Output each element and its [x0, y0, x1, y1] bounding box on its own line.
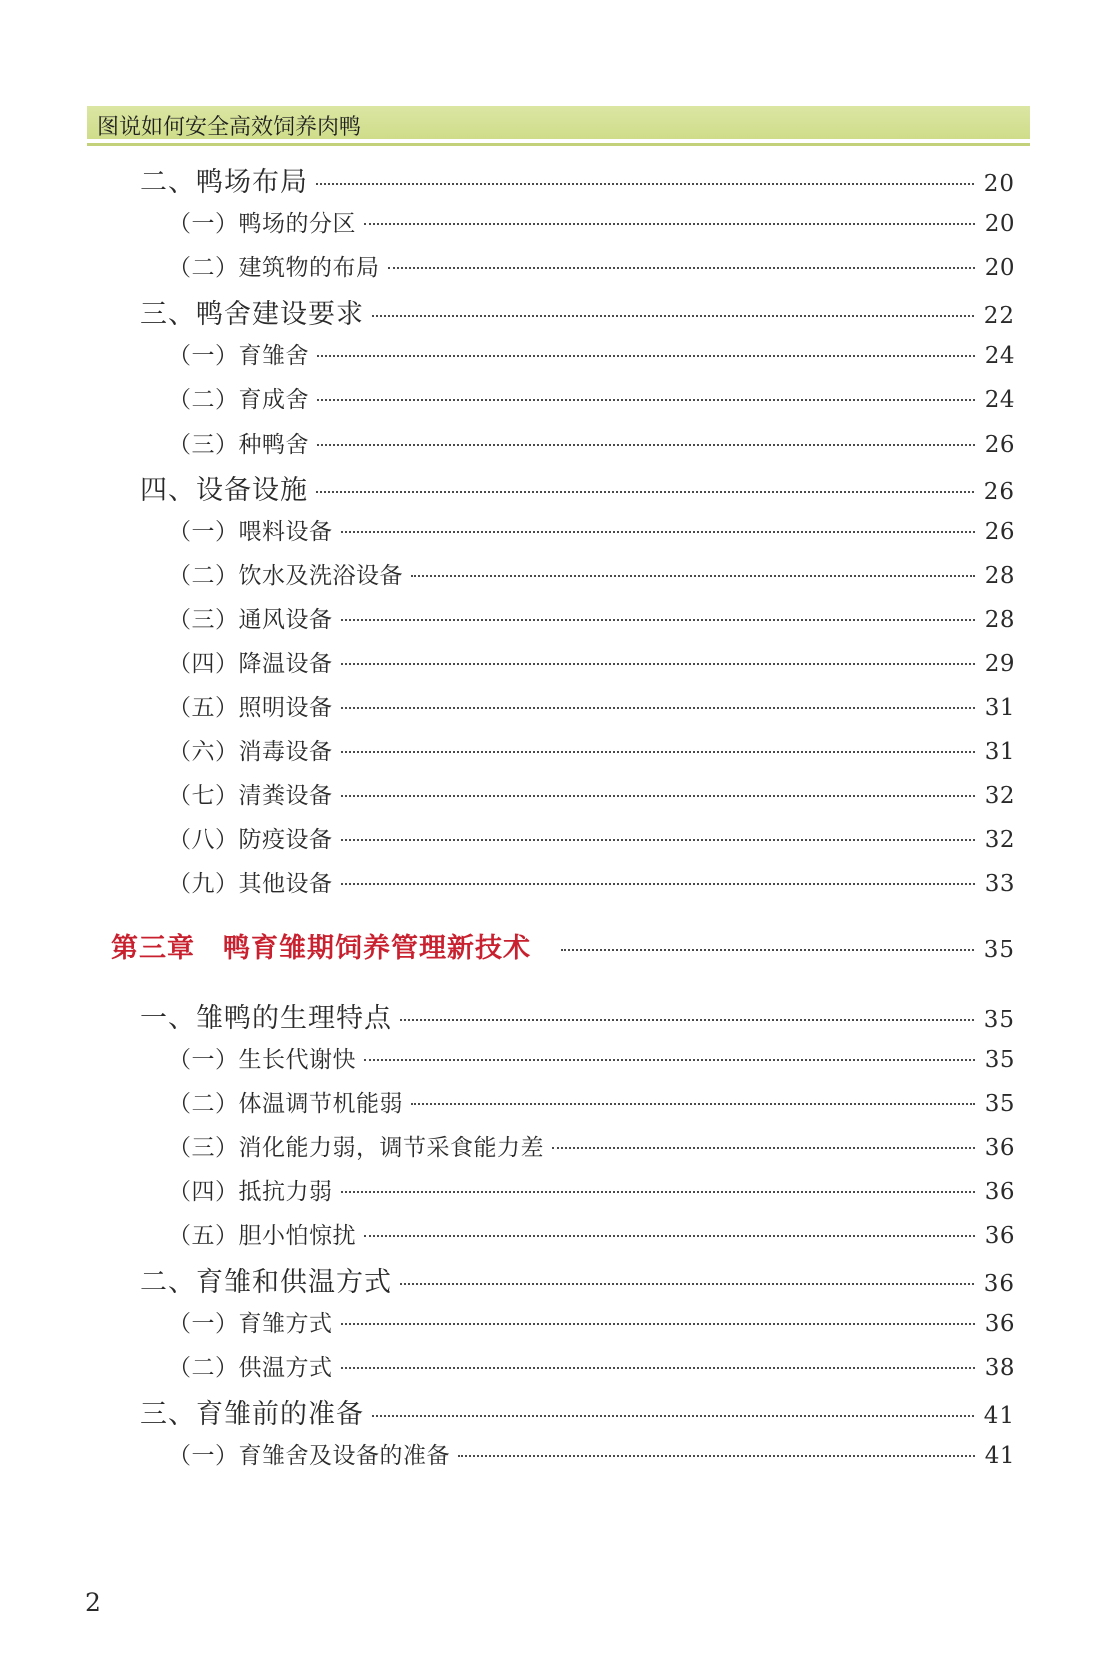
toc-leader-dots	[341, 1323, 975, 1325]
toc-entry-label: （三）通风设备	[168, 607, 333, 633]
toc-entry-label: （二）体温调节机能弱	[168, 1091, 403, 1117]
toc-entry-label: 三、育雏前的准备	[140, 1399, 364, 1430]
toc-entry-label: 三、鸭舍建设要求	[140, 299, 364, 330]
toc-entry-page: 24	[984, 387, 1015, 413]
toc-entry-label: （四）抵抗力弱	[168, 1179, 333, 1205]
toc-leader-dots	[411, 1103, 975, 1105]
toc-leader-dots	[341, 839, 975, 841]
toc-entry-label: （八）防疫设备	[168, 827, 333, 853]
toc-entry-page: 36	[984, 1135, 1015, 1161]
toc-entry-label: 二、育雏和供温方式	[140, 1267, 392, 1298]
toc-entry-page: 26	[983, 479, 1015, 505]
toc-entry-label: 二、鸭场布局	[140, 167, 308, 198]
toc-entry[interactable]	[168, 1173, 1015, 1206]
toc-leader-dots	[372, 1415, 974, 1417]
toc-entry-page: 28	[984, 607, 1015, 633]
toc-entry-label: （二）育成舍	[168, 387, 309, 413]
toc-entry[interactable]	[168, 337, 1015, 370]
toc-entry-label: （九）其他设备	[168, 871, 333, 897]
toc-leader-dots	[411, 575, 975, 577]
toc-leader-dots	[341, 1367, 975, 1369]
toc-entry-page: 35	[984, 1047, 1015, 1073]
toc-leader-dots	[341, 751, 975, 753]
toc-entry[interactable]	[168, 645, 1015, 678]
toc-entry[interactable]	[140, 996, 1015, 1035]
toc-entry-page: 31	[984, 695, 1015, 721]
toc-entry-page: 36	[984, 1223, 1015, 1249]
toc-entry-page: 24	[984, 343, 1015, 369]
toc-entry[interactable]	[168, 1129, 1015, 1162]
toc-entry-label: （二）供温方式	[168, 1355, 333, 1381]
toc-entry-page: 20	[983, 171, 1015, 197]
book-title: 图说如何安全高效饲养肉鸭	[97, 115, 362, 140]
page-number: 2	[85, 1588, 101, 1617]
toc-leader-dots	[341, 531, 975, 533]
toc-entry-page: 32	[984, 827, 1015, 853]
toc-leader-dots	[388, 267, 975, 269]
toc-entry-label: （二）饮水及洗浴设备	[168, 563, 403, 589]
toc-entry-page: 20	[984, 255, 1015, 281]
toc-leader-dots	[341, 883, 975, 885]
toc-entry-page: 35	[984, 1091, 1015, 1117]
toc-leader-dots	[372, 315, 974, 317]
toc-leader-dots	[561, 949, 974, 951]
toc-entry-page: 26	[984, 519, 1015, 545]
toc-entry-label: （一）喂料设备	[168, 519, 333, 545]
toc-entry-label: （五）胆小怕惊扰	[168, 1223, 356, 1249]
toc-entry[interactable]	[140, 1392, 1015, 1431]
toc-entry[interactable]	[168, 249, 1015, 282]
toc-leader-dots	[317, 355, 975, 357]
toc-entry-label: （五）照明设备	[168, 695, 333, 721]
toc-entry[interactable]	[168, 689, 1015, 722]
toc-entry[interactable]	[140, 160, 1015, 199]
toc-entry-label: 四、设备设施	[140, 475, 308, 506]
toc-entry-label: （一）鸭场的分区	[168, 211, 356, 237]
chapter-title: 第三章 鸭育雏期饲养管理新技术	[111, 933, 531, 964]
toc-entry-page: 32	[984, 783, 1015, 809]
toc-entry-page: 28	[984, 563, 1015, 589]
toc-entry[interactable]	[168, 557, 1015, 590]
toc-entry-page: 29	[984, 651, 1015, 677]
toc-entry[interactable]	[168, 513, 1015, 546]
toc-leader-dots	[400, 1019, 974, 1021]
toc-entry[interactable]	[168, 1217, 1015, 1250]
toc-leader-dots	[552, 1147, 975, 1149]
toc-entry[interactable]	[168, 1305, 1015, 1338]
toc-entry[interactable]	[140, 1260, 1015, 1299]
toc-entry-page: 41	[984, 1443, 1015, 1469]
toc-entry-page: 36	[984, 1179, 1015, 1205]
toc-entry-label: （四）降温设备	[168, 651, 333, 677]
toc-chapter-entry[interactable]	[111, 926, 1015, 965]
toc-entry[interactable]	[168, 1437, 1015, 1470]
toc-leader-dots	[364, 1235, 975, 1237]
toc-leader-dots	[316, 183, 974, 185]
toc-leader-dots	[341, 795, 975, 797]
toc-leader-dots	[341, 663, 975, 665]
toc-entry-label: （三）种鸭舍	[168, 432, 309, 458]
toc-entry-label: （一）育雏方式	[168, 1311, 333, 1337]
toc-entry-label: （二）建筑物的布局	[168, 255, 380, 281]
toc-entry-page: 41	[983, 1403, 1015, 1429]
toc-entry-label: （六）消毒设备	[168, 739, 333, 765]
toc-entry[interactable]	[168, 821, 1015, 854]
toc-leader-dots	[400, 1283, 974, 1285]
toc-entry-page: 26	[984, 432, 1015, 458]
toc-entry-label: （三）消化能力弱，调节采食能力差	[168, 1135, 544, 1161]
toc-entry-label: （七）清粪设备	[168, 783, 333, 809]
toc-entry-page: 20	[984, 211, 1015, 237]
toc-entry-label: （一）育雏舍及设备的准备	[168, 1443, 450, 1469]
toc-leader-dots	[341, 1191, 975, 1193]
toc-entry-label: （一）育雏舍	[168, 343, 309, 369]
toc-leader-dots	[317, 399, 975, 401]
toc-entry-page: 22	[983, 303, 1015, 329]
toc-entry-label: （一）生长代谢快	[168, 1047, 356, 1073]
toc-entry[interactable]	[168, 1085, 1015, 1118]
toc-entry-page: 35	[983, 1007, 1015, 1033]
toc-leader-dots	[458, 1455, 975, 1457]
toc-entry[interactable]	[140, 468, 1015, 507]
toc-leader-dots	[341, 707, 975, 709]
toc-entry-page: 38	[984, 1355, 1015, 1381]
toc-entry[interactable]	[168, 381, 1015, 414]
toc-leader-dots	[364, 223, 975, 225]
toc-entry[interactable]	[168, 1041, 1015, 1074]
toc-entry-page: 31	[984, 739, 1015, 765]
toc-leader-dots	[364, 1059, 975, 1061]
toc-entry[interactable]	[168, 601, 1015, 634]
toc-entry-page: 36	[984, 1311, 1015, 1337]
toc-entry[interactable]	[168, 1349, 1015, 1382]
toc-entry[interactable]	[168, 777, 1015, 810]
toc-entry[interactable]	[168, 865, 1015, 898]
toc-entry-page: 33	[984, 871, 1015, 897]
toc-entry-label: 一、雏鸭的生理特点	[140, 1003, 392, 1034]
toc-entry-page: 35	[983, 937, 1015, 963]
toc-entry-page: 36	[983, 1271, 1015, 1297]
toc-leader-dots	[341, 619, 975, 621]
toc-entry[interactable]	[140, 292, 1015, 331]
toc-entry[interactable]	[168, 205, 1015, 238]
toc-leader-dots	[317, 444, 975, 446]
toc-entry[interactable]	[168, 733, 1015, 766]
toc-leader-dots	[316, 491, 974, 493]
toc-entry[interactable]	[168, 426, 1015, 459]
